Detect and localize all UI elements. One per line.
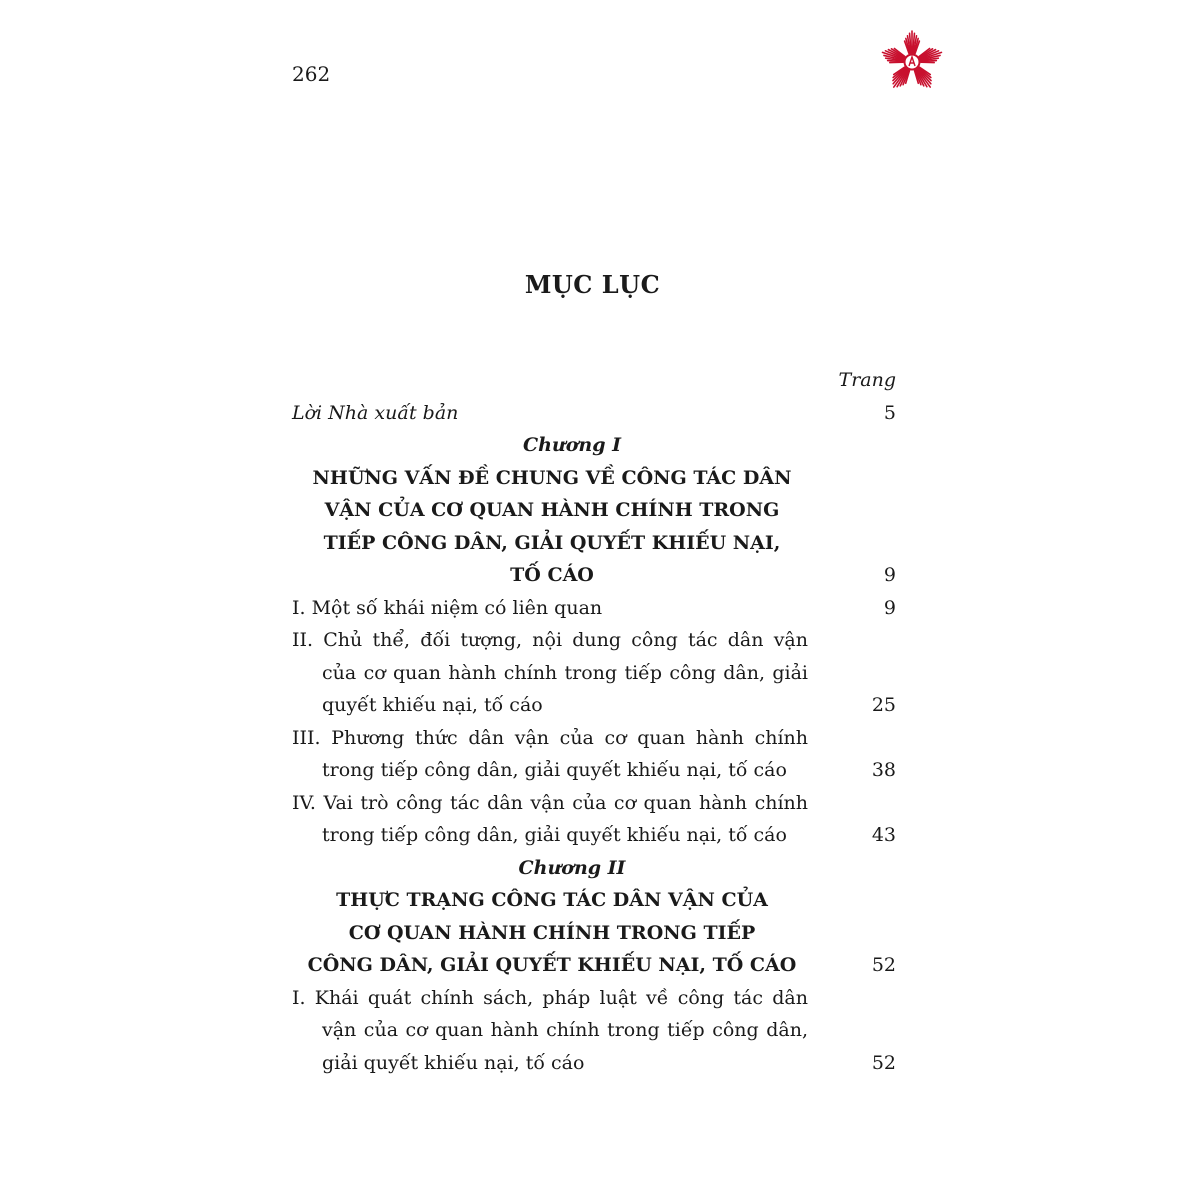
toc-page-number: 43 [871,824,896,846]
toc-entry-continuation: của cơ quan hành chính trong tiếp công dân, giải [322,661,808,684]
toc-page-number: 5 [883,401,896,424]
toc-entry-continuation: quyết khiếu nại, tố cáo 25 [292,689,896,722]
toc-entry[interactable]: II. Chủ thể, đối tượng, nội dung công tác dân vận [292,629,808,651]
publisher-star-logo [878,28,946,96]
chapter-label: Chương I [522,434,622,456]
chapter-title-line: VẬN CỦA CƠ QUAN HÀNH CHÍNH TRONG [324,499,780,521]
chapter-title-line: THỰC TRẠNG CÔNG TÁC DÂN VẬN CỦA [336,889,768,911]
toc-entry-continuation: vận của cơ quan hành chính trong tiếp công dân, [322,1019,808,1041]
toc-page-number: 52 [871,954,896,976]
toc-entry-text: Lời Nhà xuất bản [292,401,459,424]
toc-entry[interactable]: III. Phương thức dân vận của cơ quan hành chính [292,726,808,749]
toc-page-number: 52 [871,1051,896,1074]
toc-page-number: 25 [871,694,896,716]
chapter-title-line: TIẾP CÔNG DÂN, GIẢI QUYẾT KHIẾU NẠI, [323,531,781,554]
toc-title: MỤC LỤC [524,270,661,299]
chapter-label: Chương II [518,856,626,879]
toc-entry-continuation: giải quyết khiếu nại, tố cáo 52 [292,1047,896,1080]
toc-entry[interactable]: I. Khái quát chính sách, pháp luật về công tác dân [292,986,808,1009]
table-of-contents [292,364,896,1079]
page-number: 262 [292,62,331,86]
chapter-title-line: NHỮNG VẤN ĐỀ CHUNG VỀ CÔNG TÁC DÂN [312,466,792,489]
page-column-header-row [292,364,896,397]
chapter-title-line[interactable]: CÔNG DÂN, GIẢI QUYẾT KHIẾU NẠI, TỐ CÁO 52 [292,949,896,982]
toc-page-number: 9 [883,596,896,619]
toc-entry[interactable]: IV. Vai trò công tác dân vận của cơ quan hành chính [292,791,808,814]
chapter-title-line[interactable]: TỐ CÁO 9 [292,559,896,592]
toc-page-number: 9 [883,564,896,586]
toc-entry-continuation: trong tiếp công dân, giải quyết khiếu nại, tố cáo 43 [292,819,896,852]
toc-page-number: 38 [871,759,896,781]
toc-entry-preface[interactable] [292,397,896,430]
chapter-title-line: CƠ QUAN HÀNH CHÍNH TRONG TIẾP [348,921,756,944]
toc-entry[interactable]: I. Một số khái niệm có liên quan 9 [292,592,896,625]
page-column-header: Trang [838,369,896,391]
toc-entry-continuation: trong tiếp công dân, giải quyết khiếu nại, tố cáo 38 [292,754,896,787]
